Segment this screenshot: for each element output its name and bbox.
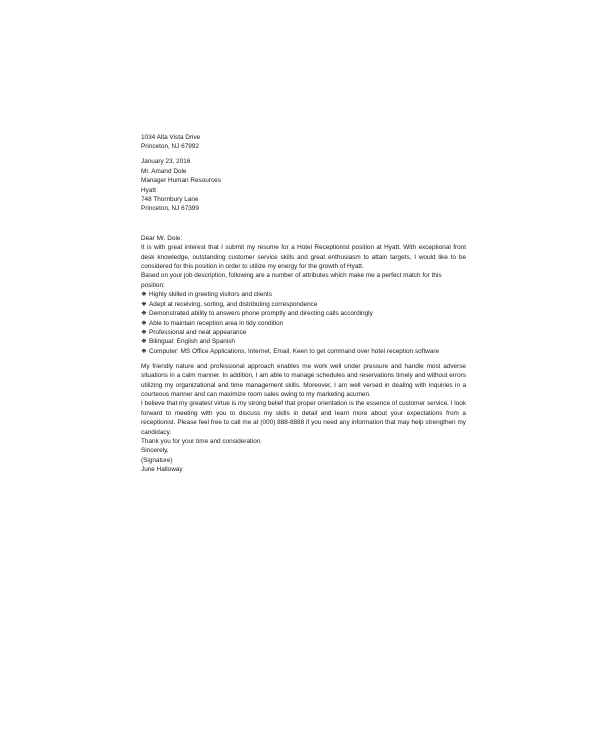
diamond-bullet-icon: ❖ — [141, 328, 147, 336]
virtue-paragraph: I believe that my greatest virtue is my strong belief that proper orientation is the essence of customer service. I look forward to meeting with you to discuss my skills in detail and learn more about your expectations from a receptionist. Please feel free to call me at (000) 888-8888 if you need any information that may help strengthen my candidacy. — [141, 400, 467, 436]
attributes-lead-in: Based on your job description, following are a number of attributes which make me a perfect match for this position: — [141, 272, 442, 289]
salutation: Dear Mr. Dole: — [141, 234, 183, 242]
list-item — [141, 337, 466, 346]
signer-name: June Halloway — [141, 466, 183, 474]
letter-date: January 23, 2016 — [141, 158, 191, 166]
list-item-text: Professional and neat appearance — [149, 328, 247, 336]
cover-letter — [141, 133, 466, 475]
thanks-paragraph: Thank you for your time and consideration. — [141, 437, 263, 445]
list-item-text: Able to maintain reception area in tidy condition — [149, 319, 284, 327]
list-item — [141, 290, 466, 299]
recipient-street: 748 Thornbury Lane — [141, 196, 199, 204]
diamond-bullet-icon: ❖ — [141, 310, 147, 318]
signature-block — [141, 456, 466, 475]
recipient-company: Hyatt — [141, 186, 156, 194]
list-item — [141, 328, 466, 337]
diamond-bullet-icon: ❖ — [141, 338, 147, 346]
list-item-text: Demonstrated ability to answers phone promptly and directing calls accordingly — [149, 310, 373, 318]
recipient-address — [141, 167, 466, 214]
sender-address — [141, 133, 466, 152]
list-item — [141, 319, 466, 328]
list-item — [141, 347, 466, 356]
sender-city: Princeton, NJ 67992 — [141, 143, 199, 151]
valediction: Sincerely, — [141, 447, 169, 455]
recipient-city: Princeton, NJ 67399 — [141, 205, 199, 213]
signature-placeholder: (Signature) — [141, 456, 173, 464]
recipient-title: Manager Human Resources — [141, 177, 221, 185]
attributes-list — [141, 290, 466, 356]
list-item-text: Highly skilled in greeting visitors and clients — [149, 291, 272, 299]
recipient-name: Mr. Amand Dole — [141, 167, 187, 175]
list-item-text: Bilingual: English and Spanish — [149, 338, 235, 346]
list-item-text: Adept at receiving, sorting, and distributing correspondence — [149, 300, 318, 308]
list-item — [141, 309, 466, 318]
diamond-bullet-icon: ❖ — [141, 319, 147, 327]
diamond-bullet-icon: ❖ — [141, 291, 147, 299]
intro-paragraph: It is with great interest that I submit my resume for a Hotel Receptionist position at Hyatt. With exceptional front desk knowledge, outstanding customer service skills and great enthusiasm to attain targets, I would like to be considered for this position in order to utilize my energy for the growth of Hyatt. — [141, 244, 466, 271]
nature-paragraph: My friendly nature and professional approach enables me work well under pressure and handle most adverse situations in a calm manner. In addition, I am able to manage schedules and reservations timely and without errors utilizing my organizational and time management skills. Moreover, I am well versed in dealing with inquiries in a courteous manner and can maximize room sales owing to my marketing acumen. — [141, 362, 466, 398]
sender-street: 1034 Alta Vista Drive — [141, 134, 201, 141]
diamond-bullet-icon: ❖ — [141, 347, 147, 355]
list-item-text: Computer: MS Office Applications, Internet, Email. Keen to get command over hotel reception software — [149, 347, 440, 355]
list-item — [141, 300, 466, 309]
diamond-bullet-icon: ❖ — [141, 300, 147, 308]
